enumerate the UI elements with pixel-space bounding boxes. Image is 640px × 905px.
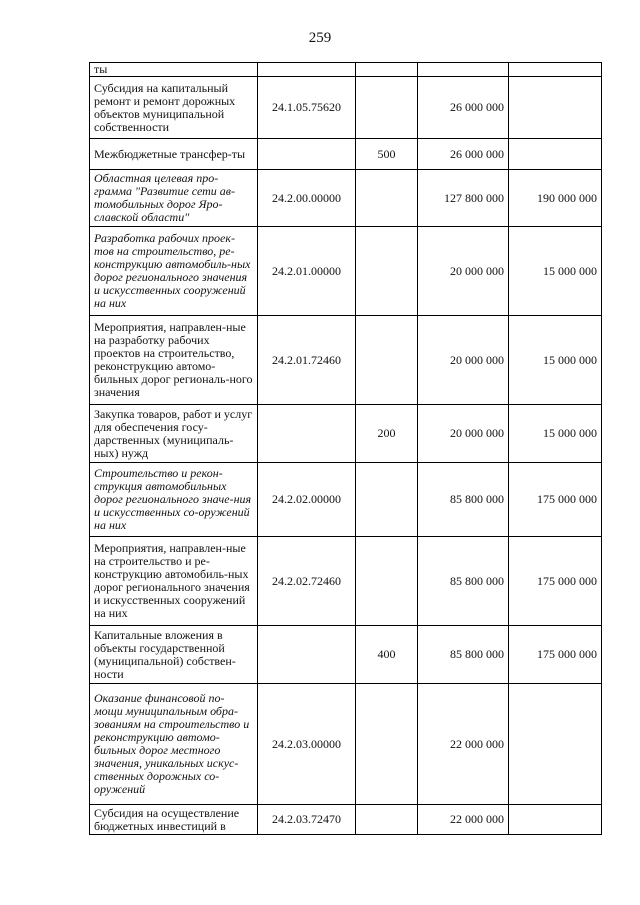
item-name-cell: Разработка рабочих проек-тов на строительство, ре-конструкцию автомобиль-ных дорог регионального значения и искусственных сооружений на них <box>90 227 258 316</box>
table-row <box>90 227 602 316</box>
table-row <box>90 316 602 405</box>
target-code-cell: 24.2.01.00000 <box>258 227 356 316</box>
expense-type-cell <box>356 227 418 316</box>
amount-year-1-cell <box>418 63 509 77</box>
table-row <box>90 463 602 537</box>
amount-year-2-cell <box>509 63 602 77</box>
expense-type-cell: 500 <box>356 139 418 170</box>
expense-type-cell <box>356 316 418 405</box>
target-code-cell <box>258 626 356 684</box>
expense-type-cell: 400 <box>356 626 418 684</box>
expense-type-cell <box>356 684 418 805</box>
item-name-cell: Межбюджетные трансфер-ты <box>90 139 258 170</box>
item-name-cell: Капитальные вложения в объекты государственной (муниципальной) собствен-ности <box>90 626 258 684</box>
amount-year-1-cell: 26 000 000 <box>418 77 509 139</box>
expense-type-cell <box>356 463 418 537</box>
table-row <box>90 63 602 77</box>
table-row <box>90 170 602 227</box>
amount-year-1-cell: 22 000 000 <box>418 805 509 835</box>
amount-year-1-cell: 20 000 000 <box>418 227 509 316</box>
item-name-cell: ты <box>90 63 258 77</box>
table-row <box>90 139 602 170</box>
table-row <box>90 405 602 463</box>
target-code-cell <box>258 63 356 77</box>
item-name-cell: Мероприятия, направлен-ные на строительство и ре-конструкцию автомобиль-ных дорог регионального значения и искусственных сооружений на них <box>90 537 258 626</box>
target-code-cell: 24.2.02.72460 <box>258 537 356 626</box>
budget-table-body <box>90 63 602 835</box>
amount-year-1-cell: 85 800 000 <box>418 537 509 626</box>
amount-year-2-cell: 15 000 000 <box>509 227 602 316</box>
target-code-cell <box>258 139 356 170</box>
amount-year-2-cell: 175 000 000 <box>509 537 602 626</box>
amount-year-2-cell: 190 000 000 <box>509 170 602 227</box>
expense-type-cell: 200 <box>356 405 418 463</box>
expense-type-cell <box>356 537 418 626</box>
table-row <box>90 626 602 684</box>
item-name-cell: Оказание финансовой по-мощи муниципальным обра-зованиям на строительство и реконструкцию автомо-бильных дорог местного значения, уникальных искус-ственных дорожных со-оружений <box>90 684 258 805</box>
amount-year-1-cell: 127 800 000 <box>418 170 509 227</box>
target-code-cell <box>258 405 356 463</box>
item-name-cell: Субсидия на осуществление бюджетных инвестиций в <box>90 805 258 835</box>
target-code-cell: 24.2.01.72460 <box>258 316 356 405</box>
budget-table <box>89 62 602 835</box>
table-row <box>90 684 602 805</box>
amount-year-2-cell <box>509 77 602 139</box>
amount-year-1-cell: 26 000 000 <box>418 139 509 170</box>
amount-year-1-cell: 85 800 000 <box>418 463 509 537</box>
amount-year-2-cell: 15 000 000 <box>509 316 602 405</box>
target-code-cell: 24.2.00.00000 <box>258 170 356 227</box>
table-row <box>90 537 602 626</box>
item-name-cell: Строительство и рекон-струкция автомобильных дорог регионального значе-ния и искусственных со-оружений на них <box>90 463 258 537</box>
target-code-cell: 24.2.02.00000 <box>258 463 356 537</box>
amount-year-2-cell: 175 000 000 <box>509 626 602 684</box>
target-code-cell: 24.1.05.75620 <box>258 77 356 139</box>
amount-year-2-cell: 15 000 000 <box>509 405 602 463</box>
item-name-cell: Мероприятия, направлен-ные на разработку рабочих проектов на строительство, реконструкцию автомо-бильных дорог региональ-ного значения <box>90 316 258 405</box>
expense-type-cell <box>356 77 418 139</box>
amount-year-2-cell <box>509 139 602 170</box>
amount-year-2-cell: 175 000 000 <box>509 463 602 537</box>
amount-year-1-cell: 85 800 000 <box>418 626 509 684</box>
item-name-cell: Областная целевая про-грамма "Развитие сети ав-томобильных дорог Яро-славской области" <box>90 170 258 227</box>
item-name-cell: Закупка товаров, работ и услуг для обеспечения госу-дарственных (муниципаль-ных) нужд <box>90 405 258 463</box>
amount-year-2-cell <box>509 684 602 805</box>
expense-type-cell <box>356 63 418 77</box>
page-number: 259 <box>308 30 332 46</box>
amount-year-1-cell: 22 000 000 <box>418 684 509 805</box>
target-code-cell: 24.2.03.00000 <box>258 684 356 805</box>
amount-year-1-cell: 20 000 000 <box>418 405 509 463</box>
amount-year-2-cell <box>509 805 602 835</box>
item-name-cell: Субсидия на капитальный ремонт и ремонт дорожных объектов муниципальной собственности <box>90 77 258 139</box>
table-row <box>90 77 602 139</box>
expense-type-cell <box>356 170 418 227</box>
expense-type-cell <box>356 805 418 835</box>
target-code-cell: 24.2.03.72470 <box>258 805 356 835</box>
table-row <box>90 805 602 835</box>
amount-year-1-cell: 20 000 000 <box>418 316 509 405</box>
